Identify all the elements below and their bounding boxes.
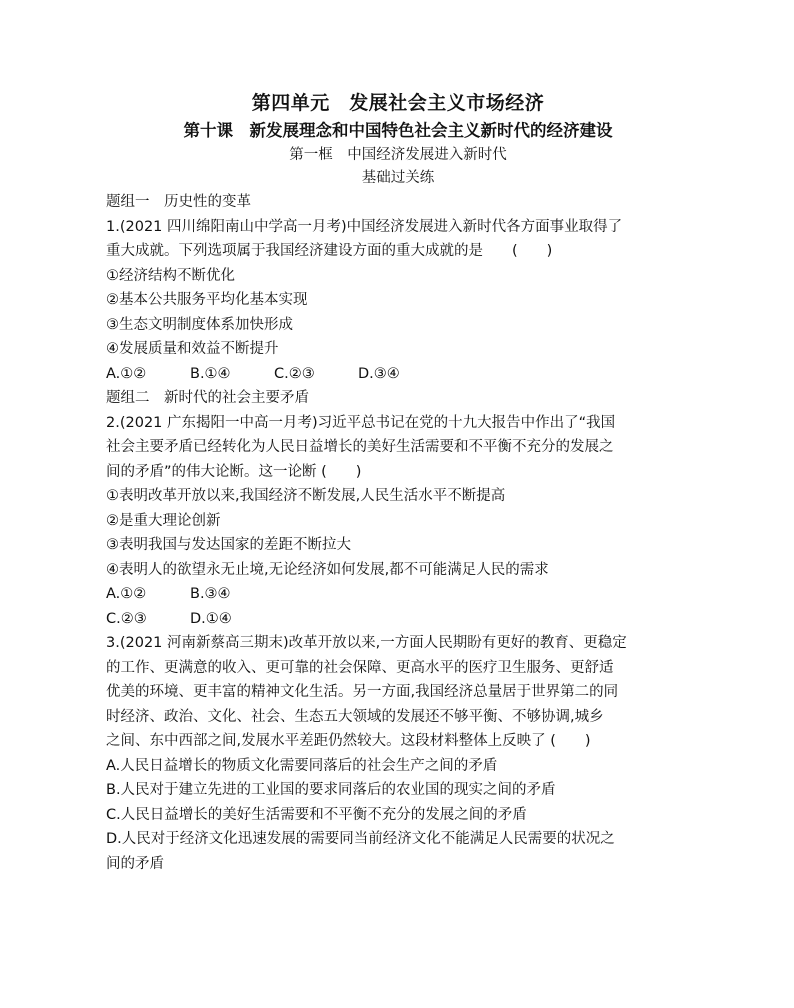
lesson-title: 第十课 新发展理念和中国特色社会主义新时代的经济建设	[183, 121, 613, 140]
option-d: D.人民对于经济文化迅速发展的需要同当前经济文化不能满足人民需要的状况之	[106, 831, 615, 847]
document-page	[106, 88, 690, 876]
option-b: B.人民对于建立先进的工业国的要求同落后的农业国的现实之间的矛盾	[106, 782, 556, 798]
statement: ①经济结构不断优化	[106, 267, 235, 284]
group-title-1: 题组一 历史性的变革	[106, 194, 251, 210]
option-b: B.①④	[190, 365, 231, 382]
option-a: A.①②	[106, 586, 147, 602]
answer-options-row-1	[106, 582, 690, 607]
question-3	[106, 631, 690, 876]
practice-title: 基础过关练	[361, 170, 435, 186]
answer-options	[106, 362, 690, 387]
question-text-line: 2.(2021 广东揭阳一中高一月考)习近平总书记在党的十九大报告中作出了“我国	[106, 414, 616, 431]
option-c: C.人民日益增长的美好生活需要和不平衡不充分的发展之间的矛盾	[106, 806, 527, 823]
question-2	[106, 411, 690, 632]
question-text-line: 时经济、政治、文化、社会、生态五大领域的发展还不够平衡、不够协调,城乡	[106, 708, 604, 725]
question-1	[106, 215, 690, 387]
question-text-line: 之间、东中西部之间,发展水平差距仍然较大。这段材料整体上反映了 ( )	[106, 733, 591, 749]
question-text-line: 3.(2021 河南新蔡高三期末)改革开放以来,一方面人民期盼有更好的教育、更稳定	[106, 635, 627, 651]
question-text-line: 社会主要矛盾已经转化为人民日益增长的美好生活需要和不平衡不充分的发展之	[106, 439, 614, 455]
question-text-line: 间的矛盾”的伟大论断。这一论断 ( )	[106, 463, 362, 480]
question-text-line: 优美的环境、更丰富的精神文化生活。另一方面,我国经济总量居于世界第二的同	[106, 684, 619, 700]
question-text-line: 的工作、更满意的收入、更可靠的社会保障、更高水平的医疗卫生服务、更舒适	[106, 659, 614, 676]
unit-title: 第四单元 发展社会主义市场经济	[251, 92, 545, 114]
option-b: B.③④	[190, 586, 231, 602]
option-a: A.人民日益增长的物质文化需要同落后的社会生产之间的矛盾	[106, 757, 498, 774]
statement: ①表明改革开放以来,我国经济不断发展,人民生活水平不断提高	[106, 488, 506, 504]
question-text-line: 重大成就。下列选项属于我国经济建设方面的重大成就的是 ( )	[106, 243, 553, 259]
statement: ②是重大理论创新	[106, 512, 221, 529]
option-d: D.③④	[358, 365, 400, 382]
answer-options-row-2	[106, 607, 690, 632]
statement: ③生态文明制度体系加快形成	[106, 316, 293, 333]
group-title-2: 题组二 新时代的社会主要矛盾	[106, 390, 309, 406]
option-d-continued: 间的矛盾	[106, 855, 164, 872]
question-text-line: 1.(2021 四川绵阳南山中学高一月考)中国经济发展进入新时代各方面事业取得了	[106, 218, 623, 235]
option-c: C.②③	[274, 365, 315, 382]
option-c: C.②③	[106, 610, 147, 627]
option-a: A.①②	[106, 365, 147, 382]
option-d: D.①④	[190, 610, 232, 627]
frame-title: 第一框 中国经济发展进入新时代	[289, 147, 507, 163]
statement: ②基本公共服务平均化基本实现	[106, 292, 308, 308]
statement: ④发展质量和效益不断提升	[106, 341, 279, 357]
statement: ④表明人的欲望永无止境,无论经济如何发展,都不可能满足人民的需求	[106, 561, 549, 578]
statement: ③表明我国与发达国家的差距不断拉大	[106, 537, 351, 553]
